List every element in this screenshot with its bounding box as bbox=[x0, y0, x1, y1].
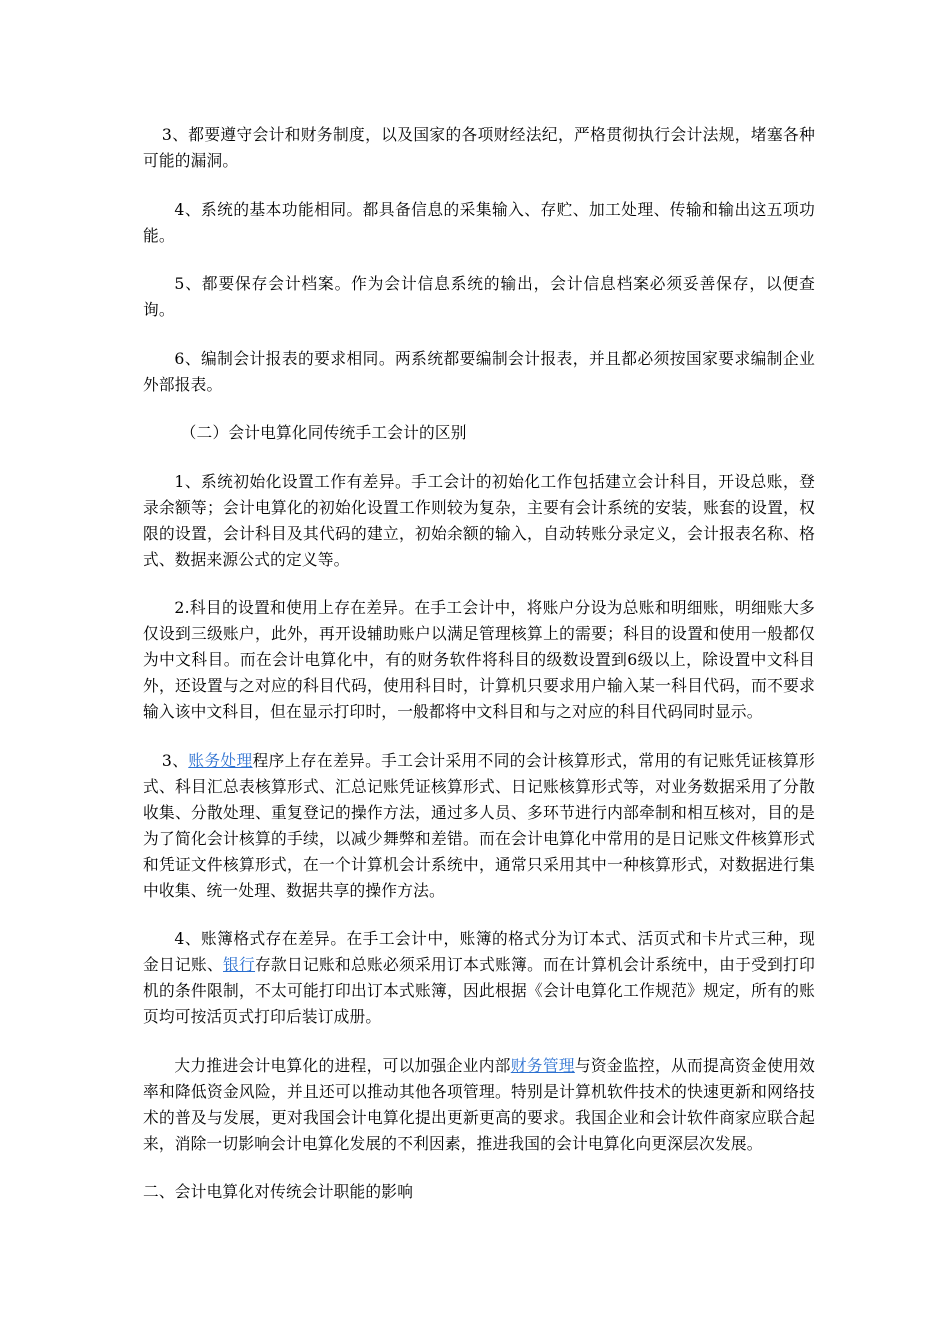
paragraph-item-5: 5、都要保存会计档案。作为会计信息系统的输出，会计信息档案必须妥善保存，以便查询。 bbox=[143, 274, 815, 319]
difference-4-text: 存款日记账和总账必须采用订本式账簿。而在计算机会计系统中，由于受到打印机的条件限制，不太可能打印出订本式账簿，因此根据《会计电算化工作规范》规定，所有的账页均可按活页式打印后装订成册。 bbox=[143, 955, 816, 1026]
conclusion-prefix: 大力推进会计电算化的进程，可以加强企业内部 bbox=[174, 1055, 511, 1075]
difference-1-paragraph: 1、系统初始化设置工作有差异。手工会计的初始化工作包括建立会计科目，开设总账，登录余额等；会计电算化的初始化设置工作则较为复杂，主要有会计系统的安装，账套的设置，权限的设置，会计科目及其代码的建立，初始余额的输入，自动转账分录定义，会计报表名称、格式、数据来源公式的定义等。 bbox=[143, 471, 815, 569]
financial-management-link[interactable]: 财务管理 bbox=[510, 1055, 575, 1075]
difference-3-prefix: 3、 bbox=[161, 750, 189, 770]
accounting-process-link[interactable]: 账务处理 bbox=[188, 750, 253, 770]
next-section-heading: 二、会计电算化对传统会计职能的影响 bbox=[143, 1182, 414, 1201]
paragraph-item-3: 3、都要遵守会计和财务制度，以及国家的各项财经法纪，严格贯彻执行会计法规，堵塞各种可能的漏洞。 bbox=[143, 125, 815, 170]
bank-link[interactable]: 银行 bbox=[223, 955, 256, 974]
conclusion-text: 与资金监控，从而提高资金使用效率和降低资金风险，并且还可以推动其他各项管理。特别是计算机软件技术的快速更新和网络技术的普及与发展，更对我国会计电算化提出更新更高的要求。我国企业和会计软件商家应联合起来，消除一切影响会计电算化发展的不利因素，推进我国的会计电算化向更深层次发展。 bbox=[143, 1055, 816, 1153]
paragraph-item-4: 4、系统的基本功能相同。都具备信息的采集输入、存贮、加工处理、传输和输出这五项功能。 bbox=[143, 199, 815, 245]
paragraph-item-6: 6、编制会计报表的要求相同。两系统都要编制会计报表，并且都必须按国家要求编制企业外部报表。 bbox=[143, 348, 815, 394]
difference-4-paragraph bbox=[143, 926, 815, 1030]
difference-4-prefix: 4、账簿格式存在差异。在手工会计中，账簿的格式分为订本式、活页式和卡片式三种，现金日记账、 bbox=[143, 929, 815, 974]
document-page bbox=[143, 122, 815, 1228]
difference-2-paragraph: 2.科目的设置和使用上存在差异。在手工会计中，将账户分设为总账和明细账，明细账大多仅设到三级账户，此外，再开设辅助账户以满足管理核算上的需要；科目的设置和使用一般都仅为中文科目。而在会计电算化中，有的财务软件将科目的级数设置到6级以上，除设置中文科目外，还设置与之对应的科目代码，使用科目时，计算机只要求用户输入某一科目代码，而不要求输入该中文科目，但在显示打印时，一般都将中文科目和与之对应的科目代码同时显示。 bbox=[143, 598, 815, 721]
conclusion-paragraph bbox=[143, 1053, 815, 1157]
difference-3-text: 程序上存在差异。手工会计采用不同的会计核算形式，常用的有记账凭证核算形式、科目汇总表核算形式、汇总记账凭证核算形式、日记账核算形式等，对业务数据采用了分散收集、分散处理、重复登记的操作方法，通过多人员、多环节进行内部牵制和相互核对，目的是为了简化会计核算的手续，以减少舞弊和差错。而在会计电算化中常用的是日记账文件核算形式和凭证文件核算形式，在一个计算机会计系统中，通常只采用其中一种核算形式，对数据进行集中收集、统一处理、数据共享的操作方法。 bbox=[143, 750, 815, 900]
section-heading: （二）会计电算化同传统手工会计的区别 bbox=[180, 423, 467, 442]
difference-3-paragraph bbox=[143, 748, 815, 904]
